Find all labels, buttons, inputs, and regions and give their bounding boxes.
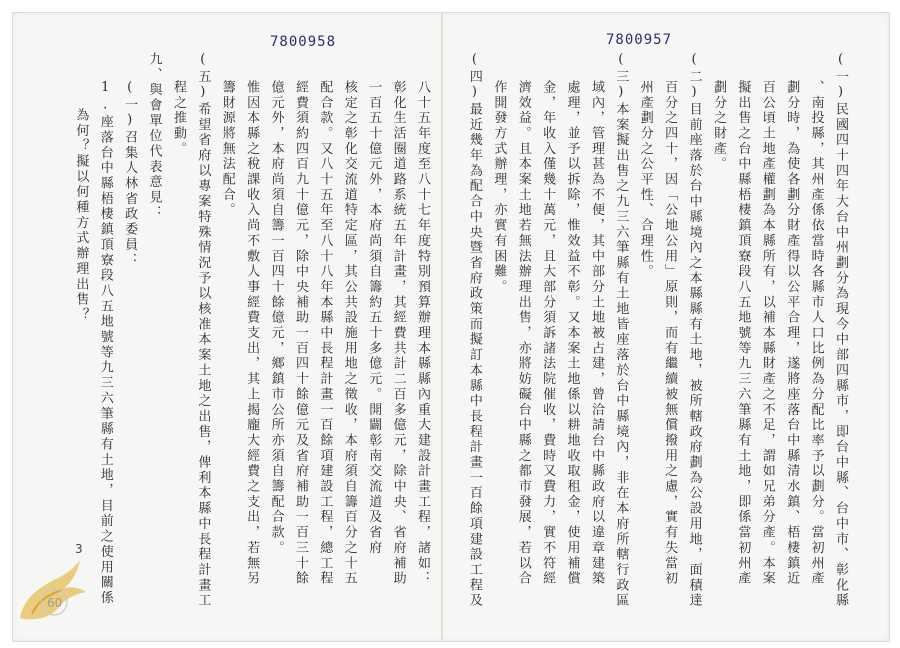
text-column: 州產劃分之公平性、合理性。	[637, 80, 653, 280]
text-column: (四)最近幾年為配合中央暨省府政策而擬訂本縣中長程計畫一百餘項建設工程及	[466, 52, 482, 609]
serial-number-left: 7800958	[270, 34, 337, 50]
text-column: 劃分時，為使各劃分財產得以公平合理，遂將座落台中縣清水鎮、梧棲鎮近	[784, 80, 800, 587]
text-column: 八十五年度至八十七年度特別預算辦理本縣縣內重大建設計畫工程，諸如：	[415, 80, 430, 587]
left-page-text	[73, 52, 434, 609]
text-column: 彰化生活圈道路系統五年計畫，其經費共計二百多億元，除中央、省府補助	[390, 80, 406, 587]
text-column: 1.座落台中縣梧棲鎮頂寮段八五地號等九三六筆縣有土地，目前之使用關係	[97, 80, 113, 606]
text-column: 濟效益。且本案土地若無法辦理出售，亦將妨礙台中縣之都市發展，若以合	[515, 80, 531, 587]
text-column: 劃分之財產。	[710, 80, 726, 173]
text-column: 百公頃土地產權劃為本縣所有，以補本縣財產之不足，謂如兄弟分產。本案	[759, 80, 775, 587]
text-column: 核定之彰化交流道特定區，其公共設施用地之徵收，本府須自籌百分之十五	[341, 80, 357, 587]
text-column: 籌財源將無法配合。	[219, 80, 235, 219]
logo-text: 60	[47, 596, 63, 610]
text-column: 配合款。又八十五年至八十八年本縣中長程計畫一百餘項建設工程，總工程	[317, 80, 333, 587]
text-column: 金，年收入僅幾十萬元，且大部分須訴諸法院催收，費時又費力，實不符經	[540, 80, 556, 587]
text-column: 、南投縣，其州產係依當時各縣市人口比例為分配比率予以劃分。當初州產	[808, 80, 824, 587]
text-column: 億元外，本府尚須自籌一百四十餘億元，鄉鎮市公所亦須自籌配合款。	[268, 80, 284, 556]
text-column: 域內，管理甚為不便，其中部分土地被占建，曾洽請台中縣政府以違章建築	[588, 80, 604, 587]
text-column: 處理，並予以拆除，惟效益不彰。又本案土地係以耕地收取租金，使用補償	[564, 80, 580, 587]
page-number: 3	[75, 542, 83, 556]
text-column: 百分之四十，因「公地公用」原則，而有繼續被無償撥用之慮，實有失當初	[662, 80, 678, 587]
text-column: 一百五十億元外，本府尚須自籌約五十多億元。開闢彰南交流道及省府	[366, 80, 382, 556]
text-column: 作開發方式辦理，亦實有困難。	[491, 80, 507, 295]
text-column: 為何？擬以何種方式辦理出售？	[73, 108, 89, 323]
text-column: 經費須約四百九十億元，除中央補助一百四十餘億元及省府補助一百三十餘	[292, 80, 308, 587]
archive-logo-icon	[14, 556, 92, 626]
text-column: 惟因本縣之稅課收入尚不敷人事經費支出，其上揭龐大經費之支出，若無另	[244, 80, 260, 587]
text-column: (二)目前座落於台中縣境內之本縣縣有土地，被所轄政府劃為公設用地，面積達	[686, 52, 702, 609]
text-column: (一)召集人林省政委員：	[122, 80, 138, 269]
text-column: 程之推動。	[170, 80, 186, 157]
text-column: (一)民國四十四年大台中州劃分為現今中部四縣市，即台中縣、台中市、彰化縣	[833, 52, 848, 609]
section-heading: 九、與會單位代表意見：	[146, 52, 162, 221]
text-column: 擬出售之台中縣梧棲鎮頂寮段八五地號等九三六筆縣有土地，即係當初州產	[735, 80, 751, 587]
right-page-text	[422, 52, 852, 609]
text-column: (三)本案擬出售之九三六筆縣有土地皆座落於台中縣境內，非在本府所轄行政區	[613, 52, 629, 609]
text-column: (五)希望省府以專案特殊情況予以核准本案土地之出售，俾利本縣中長程計畫工	[195, 52, 211, 609]
serial-number-right: 7800957	[606, 32, 673, 48]
